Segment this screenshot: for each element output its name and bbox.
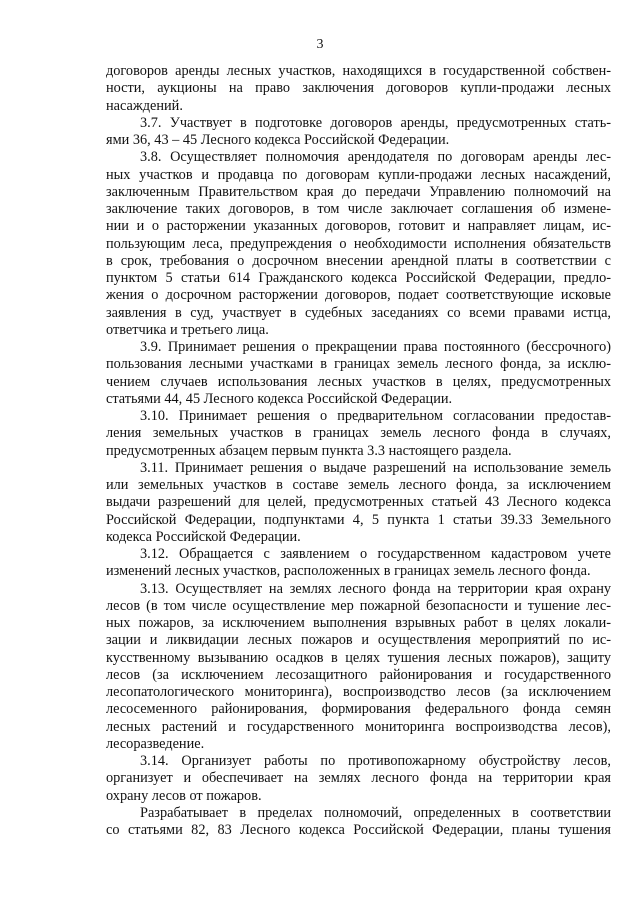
text-line: 3.7. Участвует в подготовке договоров аренды, предусмотренных стать- [140, 114, 611, 131]
text-line: лесоразведение. [106, 735, 205, 752]
text-line: предусмотренных абзацем первым пункта 3.3 настоящего раздела. [106, 442, 512, 459]
text-line: 3.11. Принимает решения о выдаче разрешений на использование земель [140, 459, 611, 476]
text-line: ления земельных участков в границах земель лесного фонда в случаях, [106, 425, 611, 442]
text-line: охрану лесов от пожаров. [106, 787, 262, 804]
text-line: лесопатологического мониторинга), воспроизводство лесов (за исключением [106, 684, 611, 700]
paragraph [106, 408, 611, 460]
text-line: кодекса Российской Федерации. [106, 528, 301, 545]
text-line: 3.14. Организует работы по противопожарному обустройству лесов, [140, 753, 611, 769]
text-line: лесов (в том числе осуществление мер пожарной безопасности и тушение лес- [106, 597, 611, 614]
text-line: нии и о расторжении указанных договоров, готовит и направляет лицам, ис- [106, 218, 611, 235]
text-line: заключение таких договоров, в том числе заключает соглашения об измене- [106, 201, 611, 217]
text-line: со статьями 82, 83 Лесного кодекса Российской Федерации, планы тушения [106, 822, 611, 838]
text-line: организует и обеспечивает на землях лесного фонда на территории края [106, 770, 611, 787]
text-line: лесосеменного районирования, формирования федерального фонда семян [106, 701, 611, 718]
text-line: лесных растений и государственного мониторинга воспроизводства лесов), [106, 718, 611, 735]
text-line: в срок, требования о досрочном внесении арендной платы в соответствии с [106, 252, 611, 269]
text-line: чением случаев использования лесных участков в целях, предусмотренных [106, 373, 611, 390]
text-line: статьями 44, 45 Лесного кодекса Российской Федерации. [106, 390, 453, 407]
text-line: пользующим леса, предупреждения о необходимости исполнения обязательств [106, 235, 611, 252]
text-line: пунктом 5 статьи 614 Гражданского кодекса Российской Федерации, предло- [106, 270, 611, 286]
page-number: 3 [316, 37, 324, 52]
paragraph [106, 460, 611, 546]
text-line: жения о досрочном расторжении договоров, подает соответствующие исковые [106, 287, 611, 304]
text-line: заключенным Правительством края до передачи Управлению полномочий на [106, 183, 611, 200]
text-line: ями 36, 43 – 45 Лесного кодекса Российской Федерации. [106, 132, 450, 148]
text-line: ответчика и третьего лица. [106, 321, 269, 338]
text-line: договоров аренды лесных участков, находящихся в государственной собствен- [106, 63, 611, 79]
paragraph [106, 581, 611, 754]
text-line: лесов (за исключением лесозащитного районирования и государственного [106, 666, 611, 683]
text-line: ных участков и продавца по договорам купли-продажи лесных насаждений, [106, 166, 611, 183]
text-line: 3.12. Обращается с заявлением о государственном кадастровом учете [140, 546, 611, 562]
text-line: ных пожаров, за исключением выполнения взрывных работ в целях локали- [106, 615, 611, 631]
text-line: 3.10. Принимает решения о предварительном согласовании предостав- [140, 408, 611, 424]
paragraph [106, 339, 611, 408]
text-line: заявления в суд, участвует в судебных заседаниях со всеми правами истца, [106, 304, 611, 321]
text-line: пользования лесными участками в границах земель лесного фонда, за исклю- [106, 356, 611, 373]
paragraph [106, 149, 611, 339]
paragraph [106, 753, 611, 805]
text-line: зации и ликвидации лесных пожаров и осуществления мероприятий по ис- [106, 632, 611, 649]
text-line: изменений лесных участков, расположенных в границах земель лесного фонда. [106, 563, 591, 580]
text-line: 3.8. Осуществляет полномочия арендодателя по договорам аренды лес- [140, 149, 611, 166]
text-line: Разрабатывает в пределах полномочий, определенных в соответствии [140, 804, 611, 821]
text-line: насаждений. [106, 97, 183, 114]
paragraph [106, 805, 611, 840]
text-line: ности, аукционы на право заключения договоров купли-продажи лесных [106, 80, 611, 97]
paragraph [106, 115, 611, 150]
text-line: или земельных участков в составе земель лесного фонда, за исключением [106, 477, 611, 493]
text-line: выдачи разрешений для целей, предусмотренных статьей 43 Лесного кодекса [106, 494, 611, 511]
text-line: кусственному вызыванию осадков в целях тушения лесных пожаров), защиту [106, 649, 611, 666]
text-line: Российской Федерации, подпунктами 4, 5 пункта 1 статьи 39.33 Земельного [106, 511, 611, 528]
paragraph [106, 63, 611, 115]
text-line: 3.9. Принимает решения о прекращении права постоянного (бессрочного) [140, 339, 611, 355]
text-line: 3.13. Осуществляет на землях лесного фонда на территории края охрану [140, 580, 611, 597]
document-body [106, 63, 611, 839]
paragraph [106, 546, 611, 581]
